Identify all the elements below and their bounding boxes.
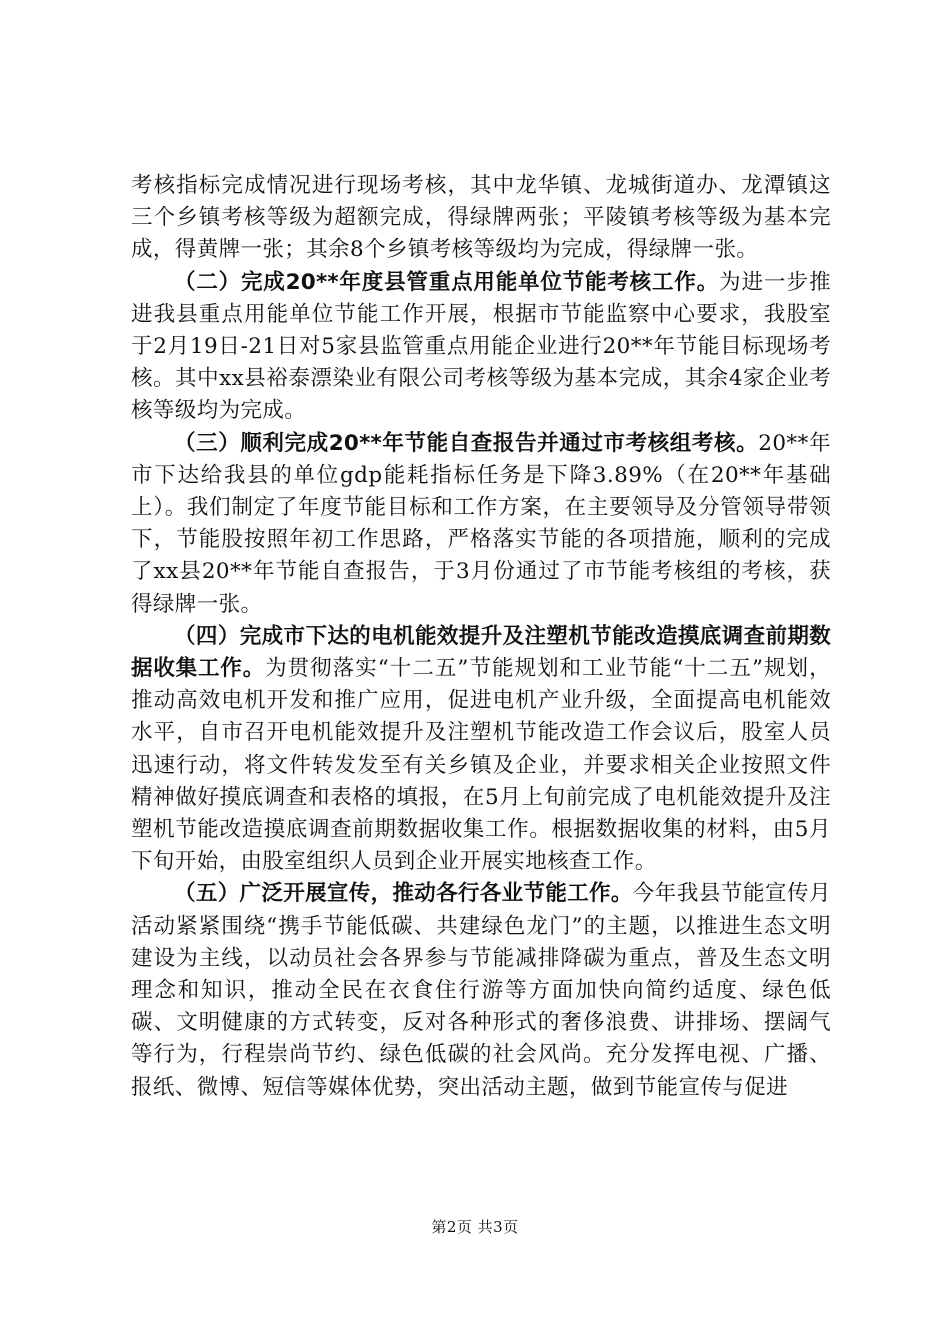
paragraph-text: 考核指标完成情况进行现场考核，其中龙华镇、龙城街道办、龙潭镇这三个乡镇考核等级为超额完成，得绿牌两张；平陵镇考核等级为基本完成，得黄牌一张；其余8个乡镇考核等级均为完成，得绿牌一张。 [131,173,831,263]
page-number-label: 第2页 共3页 [431,1218,519,1236]
paragraph-section-3 [131,428,831,621]
paragraph-section-5 [131,878,831,1103]
section-heading: （五）广泛开展宣传，推动各行各业节能工作。 [174,881,633,907]
section-heading: （三）顺利完成20**年节能自查报告并通过市考核组考核。 [174,430,759,456]
paragraph-text: 为进一步推进我县重点用能单位节能工作开展，根据市节能监察中心要求，我股室于2月19日-21日对5家县监管重点用能企业进行20**年节能目标现场考核。其中xx县裕泰漂染业有限公司考核等级为基本完成，其余4家企业考核等级均为完成。 [131,269,831,424]
section-heading: （四）完成市下达的电机能效提升及注塑机节能改造摸底调查前期数据收集工作。 [131,623,831,682]
document-body [131,170,831,1104]
paragraph-section-2 [131,267,831,428]
page-footer [0,1216,950,1237]
paragraph-text: 20**年市下达给我县的单位gdp能耗指标任务是下降3.89%（在20**年基础上）。我们制定了年度节能目标和工作方案，在主要领导及分管领导带领下，节能股按照年初工作思路，严格落实节能的各项措施，顺利的完成了xx县20**年节能自查报告，于3月份通过了市节能考核组的考核，获得绿牌一张。 [131,430,832,617]
section-heading: （二）完成20**年度县管重点用能单位节能考核工作。 [174,269,719,295]
paragraph-text: 为贯彻落实“十二五”节能规划和工业节能“十二五”规划，推动高效电机开发和推广应用，促进电机产业升级，全面提高电机能效水平，自市召开电机能效提升及注塑机节能改造工作会议后，股室人员迅速行动，将文件转发发至有关乡镇及企业，并要求相关企业按照文件精神做好摸底调查和表格的填报，在5月上旬前完成了电机能效提升及注塑机节能改造摸底调查前期数据收集工作。根据数据收集的材料，由5月下旬开始，由股室组织人员到企业开展实地核查工作。 [131,656,831,875]
paragraph-section-4 [131,621,831,879]
paragraph-text: 今年我县节能宣传月活动紧紧围绕“携手节能低碳、共建绿色龙门”的主题，以推进生态文明建设为主线，以动员社会各界参与节能减排降碳为重点，普及生态文明理念和知识，推动全民在衣食住行游等方面加快向简约适度、绿色低碳、文明健康的方式转变，反对各种形式的奢侈浪费、讲排场、摆阔气等行为，行程崇尚节约、绿色低碳的社会风尚。充分发挥电视、广播、报纸、微博、短信等媒体优势，突出活动主题，做到节能宣传与促进 [131,881,832,1100]
paragraph-continuation [131,170,831,267]
